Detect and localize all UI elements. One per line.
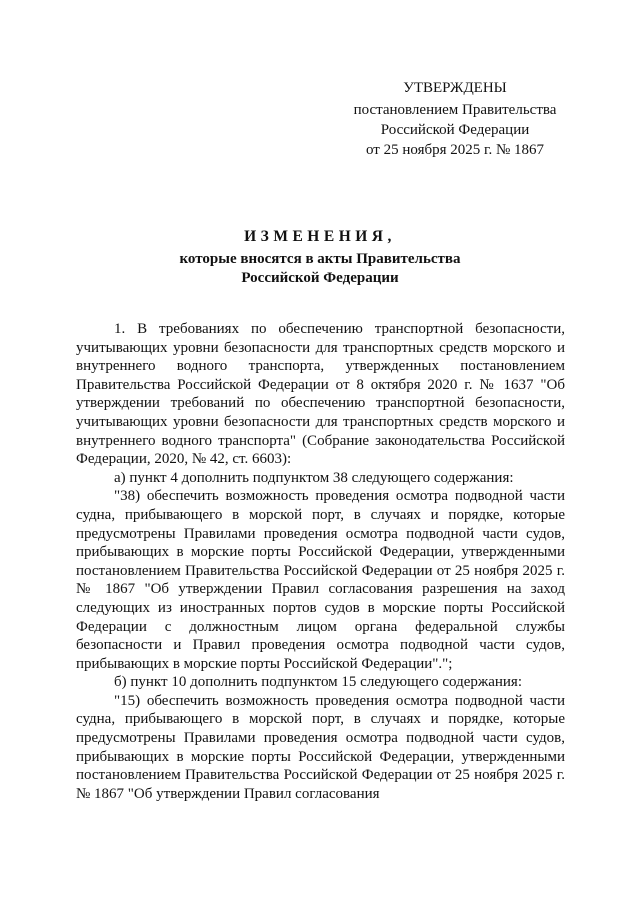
paragraph: 1. В требованиях по обеспечению транспортной безопасности, учитывающих уровни безопасности для транспортных средств морского и внутреннего водного транспорта, утвержденных постановлением Правительства Российской Федерации от 8 октября 2020 г. № 1637 "Об утверждении требований по обеспечению транспортной безопасности, учитывающих уровни безопасности для транспортных средств морского и внутреннего водного транспорта" (Собрание законодательства Российской Федерации, 2020, № 42, ст. 6603): (76, 321, 565, 468)
approval-line: Российской Федерации (380, 122, 530, 138)
paragraph: а) пункт 4 дополнить подпунктом 38 следующего содержания: (114, 469, 514, 486)
paragraph: б) пункт 10 дополнить подпунктом 15 следующего содержания: (114, 674, 522, 691)
approval-stamp (330, 78, 580, 160)
approval-date: от 25 ноября 2025 г. № 1867 (365, 142, 545, 158)
approval-heading: УТВЕРЖДЕНЫ (403, 80, 507, 96)
document-body (76, 320, 565, 803)
document-title (60, 226, 580, 287)
paragraph: "15) обеспечить возможность проведения осмотра подводной части судна, прибывающего в морской порт, в случаях и порядке, которые предусмотрены Правилами проведения осмотра подводной части судов, прибывающих в морские порты Российской Федерации, утвержденными постановлением Правительства Российской Федерации от 25 ноября 2025 г. № 1867 "Об утверждении Правил согласования (76, 692, 565, 802)
title-subtitle: Российской Федерации (241, 269, 399, 286)
title-subtitle: которые вносятся в акты Правительства (179, 251, 461, 267)
approval-line: постановлением Правительства (353, 102, 557, 118)
paragraph: "38) обеспечить возможность проведения осмотра подводной части судна, прибывающего в морской порт, в случаях и порядке, которые предусмотрены Правилами проведения осмотра подводной части судов, прибывающих в морские порты Российской Федерации, утвержденными постановлением Правительства Российской Федерации от 25 ноября 2025 г. № 1867 "Об утверждении Правил согласования разрешения на заход следующих из иностранных портов судов в морские порты Российской Федерации с должностным лицом органа федеральной службы безопасности и Правил проведения осмотра подводной части судов, прибывающих в морские порты Российской Федерации"."; (76, 488, 565, 672)
title-main: ИЗМЕНЕНИЯ, (244, 228, 396, 245)
